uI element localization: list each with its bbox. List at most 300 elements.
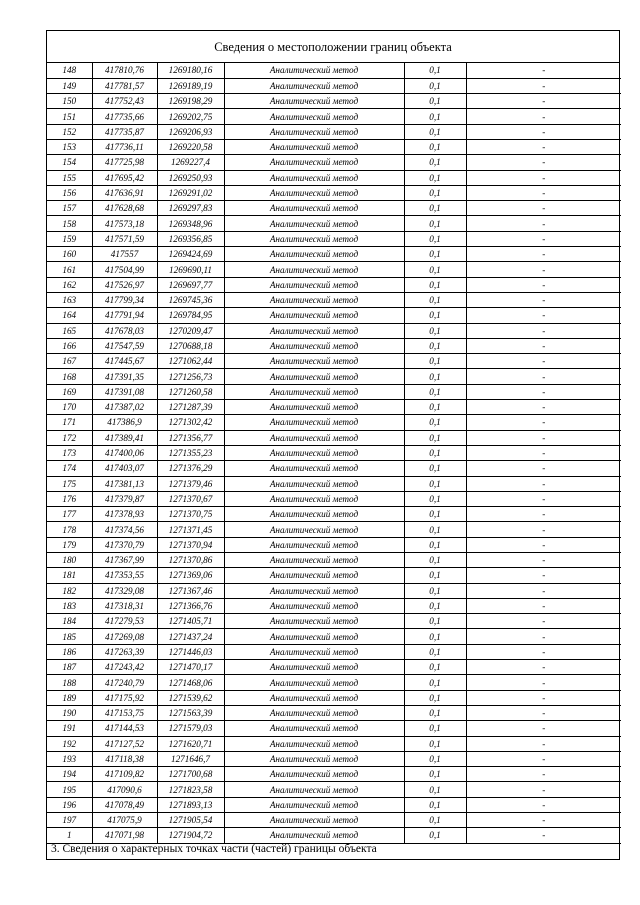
x-coordinate-cell: 417071,98 xyxy=(92,828,157,843)
description-cell: - xyxy=(466,124,621,139)
x-coordinate-cell: 417781,57 xyxy=(92,78,157,93)
accuracy-cell: 0,1 xyxy=(404,522,466,537)
method-cell: Аналитический метод xyxy=(224,369,404,384)
table-row xyxy=(47,415,621,430)
table-row xyxy=(47,262,621,277)
y-coordinate-cell: 1271371,45 xyxy=(157,522,224,537)
x-coordinate-cell: 417329,08 xyxy=(92,583,157,598)
x-coordinate-cell: 417573,18 xyxy=(92,216,157,231)
x-coordinate-cell: 417109,82 xyxy=(92,767,157,782)
accuracy-cell: 0,1 xyxy=(404,813,466,828)
point-number-cell: 148 xyxy=(47,63,92,78)
point-number-cell: 187 xyxy=(47,660,92,675)
method-cell: Аналитический метод xyxy=(224,675,404,690)
accuracy-cell: 0,1 xyxy=(404,124,466,139)
accuracy-cell: 0,1 xyxy=(404,201,466,216)
accuracy-cell: 0,1 xyxy=(404,614,466,629)
y-coordinate-cell: 1271468,06 xyxy=(157,675,224,690)
table-row xyxy=(47,323,621,338)
point-number-cell: 162 xyxy=(47,277,92,292)
accuracy-cell: 0,1 xyxy=(404,292,466,307)
accuracy-cell: 0,1 xyxy=(404,644,466,659)
point-number-cell: 186 xyxy=(47,644,92,659)
accuracy-cell: 0,1 xyxy=(404,338,466,353)
method-cell: Аналитический метод xyxy=(224,216,404,231)
table-row xyxy=(47,369,621,384)
x-coordinate-cell: 417353,55 xyxy=(92,568,157,583)
table-row xyxy=(47,660,621,675)
x-coordinate-cell: 417118,38 xyxy=(92,751,157,766)
point-number-cell: 150 xyxy=(47,94,92,109)
x-coordinate-cell: 417153,75 xyxy=(92,705,157,720)
table-row xyxy=(47,430,621,445)
point-number-cell: 176 xyxy=(47,491,92,506)
description-cell: - xyxy=(466,78,621,93)
accuracy-cell: 0,1 xyxy=(404,660,466,675)
accuracy-cell: 0,1 xyxy=(404,415,466,430)
method-cell: Аналитический метод xyxy=(224,354,404,369)
table-row xyxy=(47,553,621,568)
table-row xyxy=(47,782,621,797)
y-coordinate-cell: 1271062,44 xyxy=(157,354,224,369)
method-cell: Аналитический метод xyxy=(224,568,404,583)
description-cell: - xyxy=(466,354,621,369)
description-cell: - xyxy=(466,553,621,568)
method-cell: Аналитический метод xyxy=(224,78,404,93)
y-coordinate-cell: 1271446,03 xyxy=(157,644,224,659)
table-row xyxy=(47,507,621,522)
method-cell: Аналитический метод xyxy=(224,522,404,537)
y-coordinate-cell: 1271369,06 xyxy=(157,568,224,583)
point-number-cell: 172 xyxy=(47,430,92,445)
y-coordinate-cell: 1269189,19 xyxy=(157,78,224,93)
x-coordinate-cell: 417736,11 xyxy=(92,139,157,154)
method-cell: Аналитический метод xyxy=(224,124,404,139)
x-coordinate-cell: 417636,91 xyxy=(92,185,157,200)
description-cell: - xyxy=(466,323,621,338)
description-cell: - xyxy=(466,369,621,384)
x-coordinate-cell: 417695,42 xyxy=(92,170,157,185)
accuracy-cell: 0,1 xyxy=(404,736,466,751)
x-coordinate-cell: 417370,79 xyxy=(92,537,157,552)
description-cell: - xyxy=(466,216,621,231)
description-cell: - xyxy=(466,415,621,430)
description-cell: - xyxy=(466,675,621,690)
accuracy-cell: 0,1 xyxy=(404,139,466,154)
x-coordinate-cell: 417243,42 xyxy=(92,660,157,675)
point-number-cell: 149 xyxy=(47,78,92,93)
method-cell: Аналитический метод xyxy=(224,109,404,124)
table-row xyxy=(47,598,621,613)
point-number-cell: 197 xyxy=(47,813,92,828)
table-row xyxy=(47,461,621,476)
y-coordinate-cell: 1271370,86 xyxy=(157,553,224,568)
method-cell: Аналитический метод xyxy=(224,828,404,843)
method-cell: Аналитический метод xyxy=(224,155,404,170)
description-cell: - xyxy=(466,292,621,307)
table-row xyxy=(47,216,621,231)
x-coordinate-cell: 417678,03 xyxy=(92,323,157,338)
method-cell: Аналитический метод xyxy=(224,629,404,644)
table-row xyxy=(47,338,621,353)
point-number-cell: 182 xyxy=(47,583,92,598)
method-cell: Аналитический метод xyxy=(224,797,404,812)
point-number-cell: 154 xyxy=(47,155,92,170)
x-coordinate-cell: 417269,08 xyxy=(92,629,157,644)
y-coordinate-cell: 1271905,54 xyxy=(157,813,224,828)
description-cell: - xyxy=(466,338,621,353)
y-coordinate-cell: 1270209,47 xyxy=(157,323,224,338)
x-coordinate-cell: 417240,79 xyxy=(92,675,157,690)
method-cell: Аналитический метод xyxy=(224,813,404,828)
method-cell: Аналитический метод xyxy=(224,491,404,506)
y-coordinate-cell: 1269690,11 xyxy=(157,262,224,277)
x-coordinate-cell: 417078,49 xyxy=(92,797,157,812)
method-cell: Аналитический метод xyxy=(224,231,404,246)
method-cell: Аналитический метод xyxy=(224,553,404,568)
accuracy-cell: 0,1 xyxy=(404,568,466,583)
table-row xyxy=(47,583,621,598)
y-coordinate-cell: 1269745,36 xyxy=(157,292,224,307)
method-cell: Аналитический метод xyxy=(224,430,404,445)
boundary-info-frame xyxy=(46,30,620,860)
point-number-cell: 195 xyxy=(47,782,92,797)
point-number-cell: 168 xyxy=(47,369,92,384)
coordinates-table xyxy=(47,63,621,844)
point-number-cell: 163 xyxy=(47,292,92,307)
y-coordinate-cell: 1269697,77 xyxy=(157,277,224,292)
point-number-cell: 152 xyxy=(47,124,92,139)
table-row xyxy=(47,63,621,78)
point-number-cell: 174 xyxy=(47,461,92,476)
description-cell: - xyxy=(466,583,621,598)
table-row xyxy=(47,155,621,170)
description-cell: - xyxy=(466,109,621,124)
accuracy-cell: 0,1 xyxy=(404,629,466,644)
accuracy-cell: 0,1 xyxy=(404,308,466,323)
x-coordinate-cell: 417391,35 xyxy=(92,369,157,384)
point-number-cell: 179 xyxy=(47,537,92,552)
y-coordinate-cell: 1269202,75 xyxy=(157,109,224,124)
table-row xyxy=(47,170,621,185)
point-number-cell: 165 xyxy=(47,323,92,338)
x-coordinate-cell: 417127,52 xyxy=(92,736,157,751)
point-number-cell: 158 xyxy=(47,216,92,231)
y-coordinate-cell: 1269198,29 xyxy=(157,94,224,109)
table-row xyxy=(47,721,621,736)
point-number-cell: 156 xyxy=(47,185,92,200)
point-number-cell: 159 xyxy=(47,231,92,246)
method-cell: Аналитический метод xyxy=(224,721,404,736)
y-coordinate-cell: 1271700,68 xyxy=(157,767,224,782)
table-row xyxy=(47,522,621,537)
table-row xyxy=(47,797,621,812)
table-row xyxy=(47,813,621,828)
table-row xyxy=(47,705,621,720)
point-number-cell: 193 xyxy=(47,751,92,766)
table-row xyxy=(47,537,621,552)
point-number-cell: 161 xyxy=(47,262,92,277)
method-cell: Аналитический метод xyxy=(224,507,404,522)
y-coordinate-cell: 1271823,58 xyxy=(157,782,224,797)
x-coordinate-cell: 417386,9 xyxy=(92,415,157,430)
y-coordinate-cell: 1271256,73 xyxy=(157,369,224,384)
table-row xyxy=(47,400,621,415)
method-cell: Аналитический метод xyxy=(224,476,404,491)
point-number-cell: 157 xyxy=(47,201,92,216)
y-coordinate-cell: 1271356,77 xyxy=(157,430,224,445)
method-cell: Аналитический метод xyxy=(224,415,404,430)
accuracy-cell: 0,1 xyxy=(404,828,466,843)
table-row xyxy=(47,247,621,262)
method-cell: Аналитический метод xyxy=(224,782,404,797)
description-cell: - xyxy=(466,522,621,537)
x-coordinate-cell: 417557 xyxy=(92,247,157,262)
x-coordinate-cell: 417090,6 xyxy=(92,782,157,797)
y-coordinate-cell: 1271370,67 xyxy=(157,491,224,506)
y-coordinate-cell: 1269206,93 xyxy=(157,124,224,139)
y-coordinate-cell: 1269784,95 xyxy=(157,308,224,323)
x-coordinate-cell: 417799,34 xyxy=(92,292,157,307)
point-number-cell: 181 xyxy=(47,568,92,583)
method-cell: Аналитический метод xyxy=(224,247,404,262)
y-coordinate-cell: 1269297,83 xyxy=(157,201,224,216)
x-coordinate-cell: 417075,9 xyxy=(92,813,157,828)
y-coordinate-cell: 1271379,46 xyxy=(157,476,224,491)
accuracy-cell: 0,1 xyxy=(404,445,466,460)
y-coordinate-cell: 1271260,58 xyxy=(157,384,224,399)
accuracy-cell: 0,1 xyxy=(404,78,466,93)
y-coordinate-cell: 1271287,39 xyxy=(157,400,224,415)
table-row xyxy=(47,629,621,644)
table-row xyxy=(47,201,621,216)
table-row xyxy=(47,354,621,369)
table-row xyxy=(47,139,621,154)
accuracy-cell: 0,1 xyxy=(404,400,466,415)
table-row xyxy=(47,231,621,246)
section-title: Сведения о местоположении границ объекта xyxy=(47,31,619,63)
accuracy-cell: 0,1 xyxy=(404,231,466,246)
description-cell: - xyxy=(466,568,621,583)
method-cell: Аналитический метод xyxy=(224,94,404,109)
y-coordinate-cell: 1270688,18 xyxy=(157,338,224,353)
table-row xyxy=(47,736,621,751)
y-coordinate-cell: 1271893,13 xyxy=(157,797,224,812)
accuracy-cell: 0,1 xyxy=(404,751,466,766)
point-number-cell: 190 xyxy=(47,705,92,720)
point-number-cell: 164 xyxy=(47,308,92,323)
y-coordinate-cell: 1271437,24 xyxy=(157,629,224,644)
accuracy-cell: 0,1 xyxy=(404,537,466,552)
y-coordinate-cell: 1269291,02 xyxy=(157,185,224,200)
accuracy-cell: 0,1 xyxy=(404,94,466,109)
description-cell: - xyxy=(466,705,621,720)
description-cell: - xyxy=(466,767,621,782)
y-coordinate-cell: 1271366,76 xyxy=(157,598,224,613)
method-cell: Аналитический метод xyxy=(224,262,404,277)
description-cell: - xyxy=(466,430,621,445)
point-number-cell: 173 xyxy=(47,445,92,460)
accuracy-cell: 0,1 xyxy=(404,262,466,277)
method-cell: Аналитический метод xyxy=(224,170,404,185)
accuracy-cell: 0,1 xyxy=(404,155,466,170)
description-cell: - xyxy=(466,828,621,843)
method-cell: Аналитический метод xyxy=(224,690,404,705)
table-row xyxy=(47,94,621,109)
point-number-cell: 184 xyxy=(47,614,92,629)
description-cell: - xyxy=(466,507,621,522)
y-coordinate-cell: 1271539,62 xyxy=(157,690,224,705)
description-cell: - xyxy=(466,170,621,185)
table-row xyxy=(47,124,621,139)
point-number-cell: 196 xyxy=(47,797,92,812)
x-coordinate-cell: 417389,41 xyxy=(92,430,157,445)
x-coordinate-cell: 417628,68 xyxy=(92,201,157,216)
description-cell: - xyxy=(466,537,621,552)
description-cell: - xyxy=(466,400,621,415)
description-cell: - xyxy=(466,644,621,659)
x-coordinate-cell: 417367,99 xyxy=(92,553,157,568)
method-cell: Аналитический метод xyxy=(224,63,404,78)
x-coordinate-cell: 417374,56 xyxy=(92,522,157,537)
method-cell: Аналитический метод xyxy=(224,751,404,766)
method-cell: Аналитический метод xyxy=(224,185,404,200)
description-cell: - xyxy=(466,308,621,323)
point-number-cell: 171 xyxy=(47,415,92,430)
description-cell: - xyxy=(466,201,621,216)
accuracy-cell: 0,1 xyxy=(404,109,466,124)
x-coordinate-cell: 417318,31 xyxy=(92,598,157,613)
table-row xyxy=(47,384,621,399)
y-coordinate-cell: 1269348,96 xyxy=(157,216,224,231)
point-number-cell: 178 xyxy=(47,522,92,537)
x-coordinate-cell: 417752,43 xyxy=(92,94,157,109)
table-row xyxy=(47,767,621,782)
accuracy-cell: 0,1 xyxy=(404,461,466,476)
y-coordinate-cell: 1269180,16 xyxy=(157,63,224,78)
method-cell: Аналитический метод xyxy=(224,308,404,323)
method-cell: Аналитический метод xyxy=(224,644,404,659)
method-cell: Аналитический метод xyxy=(224,323,404,338)
y-coordinate-cell: 1271302,42 xyxy=(157,415,224,430)
description-cell: - xyxy=(466,797,621,812)
accuracy-cell: 0,1 xyxy=(404,170,466,185)
accuracy-cell: 0,1 xyxy=(404,491,466,506)
point-number-cell: 169 xyxy=(47,384,92,399)
accuracy-cell: 0,1 xyxy=(404,690,466,705)
x-coordinate-cell: 417144,53 xyxy=(92,721,157,736)
point-number-cell: 180 xyxy=(47,553,92,568)
method-cell: Аналитический метод xyxy=(224,598,404,613)
y-coordinate-cell: 1269424,69 xyxy=(157,247,224,262)
table-row xyxy=(47,690,621,705)
accuracy-cell: 0,1 xyxy=(404,430,466,445)
x-coordinate-cell: 417445,67 xyxy=(92,354,157,369)
accuracy-cell: 0,1 xyxy=(404,782,466,797)
x-coordinate-cell: 417400,06 xyxy=(92,445,157,460)
description-cell: - xyxy=(466,598,621,613)
method-cell: Аналитический метод xyxy=(224,277,404,292)
point-number-cell: 183 xyxy=(47,598,92,613)
description-cell: - xyxy=(466,155,621,170)
point-number-cell: 192 xyxy=(47,736,92,751)
accuracy-cell: 0,1 xyxy=(404,323,466,338)
x-coordinate-cell: 417725,98 xyxy=(92,155,157,170)
description-cell: - xyxy=(466,63,621,78)
accuracy-cell: 0,1 xyxy=(404,767,466,782)
y-coordinate-cell: 1269227,4 xyxy=(157,155,224,170)
method-cell: Аналитический метод xyxy=(224,736,404,751)
accuracy-cell: 0,1 xyxy=(404,63,466,78)
accuracy-cell: 0,1 xyxy=(404,797,466,812)
y-coordinate-cell: 1271355,23 xyxy=(157,445,224,460)
method-cell: Аналитический метод xyxy=(224,767,404,782)
table-row xyxy=(47,277,621,292)
description-cell: - xyxy=(466,721,621,736)
point-number-cell: 170 xyxy=(47,400,92,415)
description-cell: - xyxy=(466,476,621,491)
y-coordinate-cell: 1271620,71 xyxy=(157,736,224,751)
description-cell: - xyxy=(466,262,621,277)
method-cell: Аналитический метод xyxy=(224,400,404,415)
accuracy-cell: 0,1 xyxy=(404,354,466,369)
x-coordinate-cell: 417810,76 xyxy=(92,63,157,78)
point-number-cell: 153 xyxy=(47,139,92,154)
description-cell: - xyxy=(466,231,621,246)
x-coordinate-cell: 417379,87 xyxy=(92,491,157,506)
x-coordinate-cell: 417571,59 xyxy=(92,231,157,246)
point-number-cell: 175 xyxy=(47,476,92,491)
x-coordinate-cell: 417381,13 xyxy=(92,476,157,491)
table-row xyxy=(47,614,621,629)
description-cell: - xyxy=(466,491,621,506)
y-coordinate-cell: 1271579,03 xyxy=(157,721,224,736)
accuracy-cell: 0,1 xyxy=(404,247,466,262)
description-cell: - xyxy=(466,813,621,828)
table-row xyxy=(47,568,621,583)
point-number-cell: 167 xyxy=(47,354,92,369)
description-cell: - xyxy=(466,736,621,751)
method-cell: Аналитический метод xyxy=(224,614,404,629)
x-coordinate-cell: 417263,39 xyxy=(92,644,157,659)
accuracy-cell: 0,1 xyxy=(404,583,466,598)
accuracy-cell: 0,1 xyxy=(404,384,466,399)
y-coordinate-cell: 1269356,85 xyxy=(157,231,224,246)
method-cell: Аналитический метод xyxy=(224,139,404,154)
x-coordinate-cell: 417378,93 xyxy=(92,507,157,522)
y-coordinate-cell: 1271376,29 xyxy=(157,461,224,476)
accuracy-cell: 0,1 xyxy=(404,369,466,384)
point-number-cell: 1 xyxy=(47,828,92,843)
table-row xyxy=(47,751,621,766)
description-cell: - xyxy=(466,461,621,476)
accuracy-cell: 0,1 xyxy=(404,598,466,613)
description-cell: - xyxy=(466,629,621,644)
y-coordinate-cell: 1271904,72 xyxy=(157,828,224,843)
description-cell: - xyxy=(466,445,621,460)
description-cell: - xyxy=(466,94,621,109)
point-number-cell: 185 xyxy=(47,629,92,644)
description-cell: - xyxy=(466,139,621,154)
method-cell: Аналитический метод xyxy=(224,445,404,460)
point-number-cell: 194 xyxy=(47,767,92,782)
accuracy-cell: 0,1 xyxy=(404,216,466,231)
table-row xyxy=(47,476,621,491)
method-cell: Аналитический метод xyxy=(224,461,404,476)
y-coordinate-cell: 1271367,46 xyxy=(157,583,224,598)
description-cell: - xyxy=(466,690,621,705)
accuracy-cell: 0,1 xyxy=(404,553,466,568)
